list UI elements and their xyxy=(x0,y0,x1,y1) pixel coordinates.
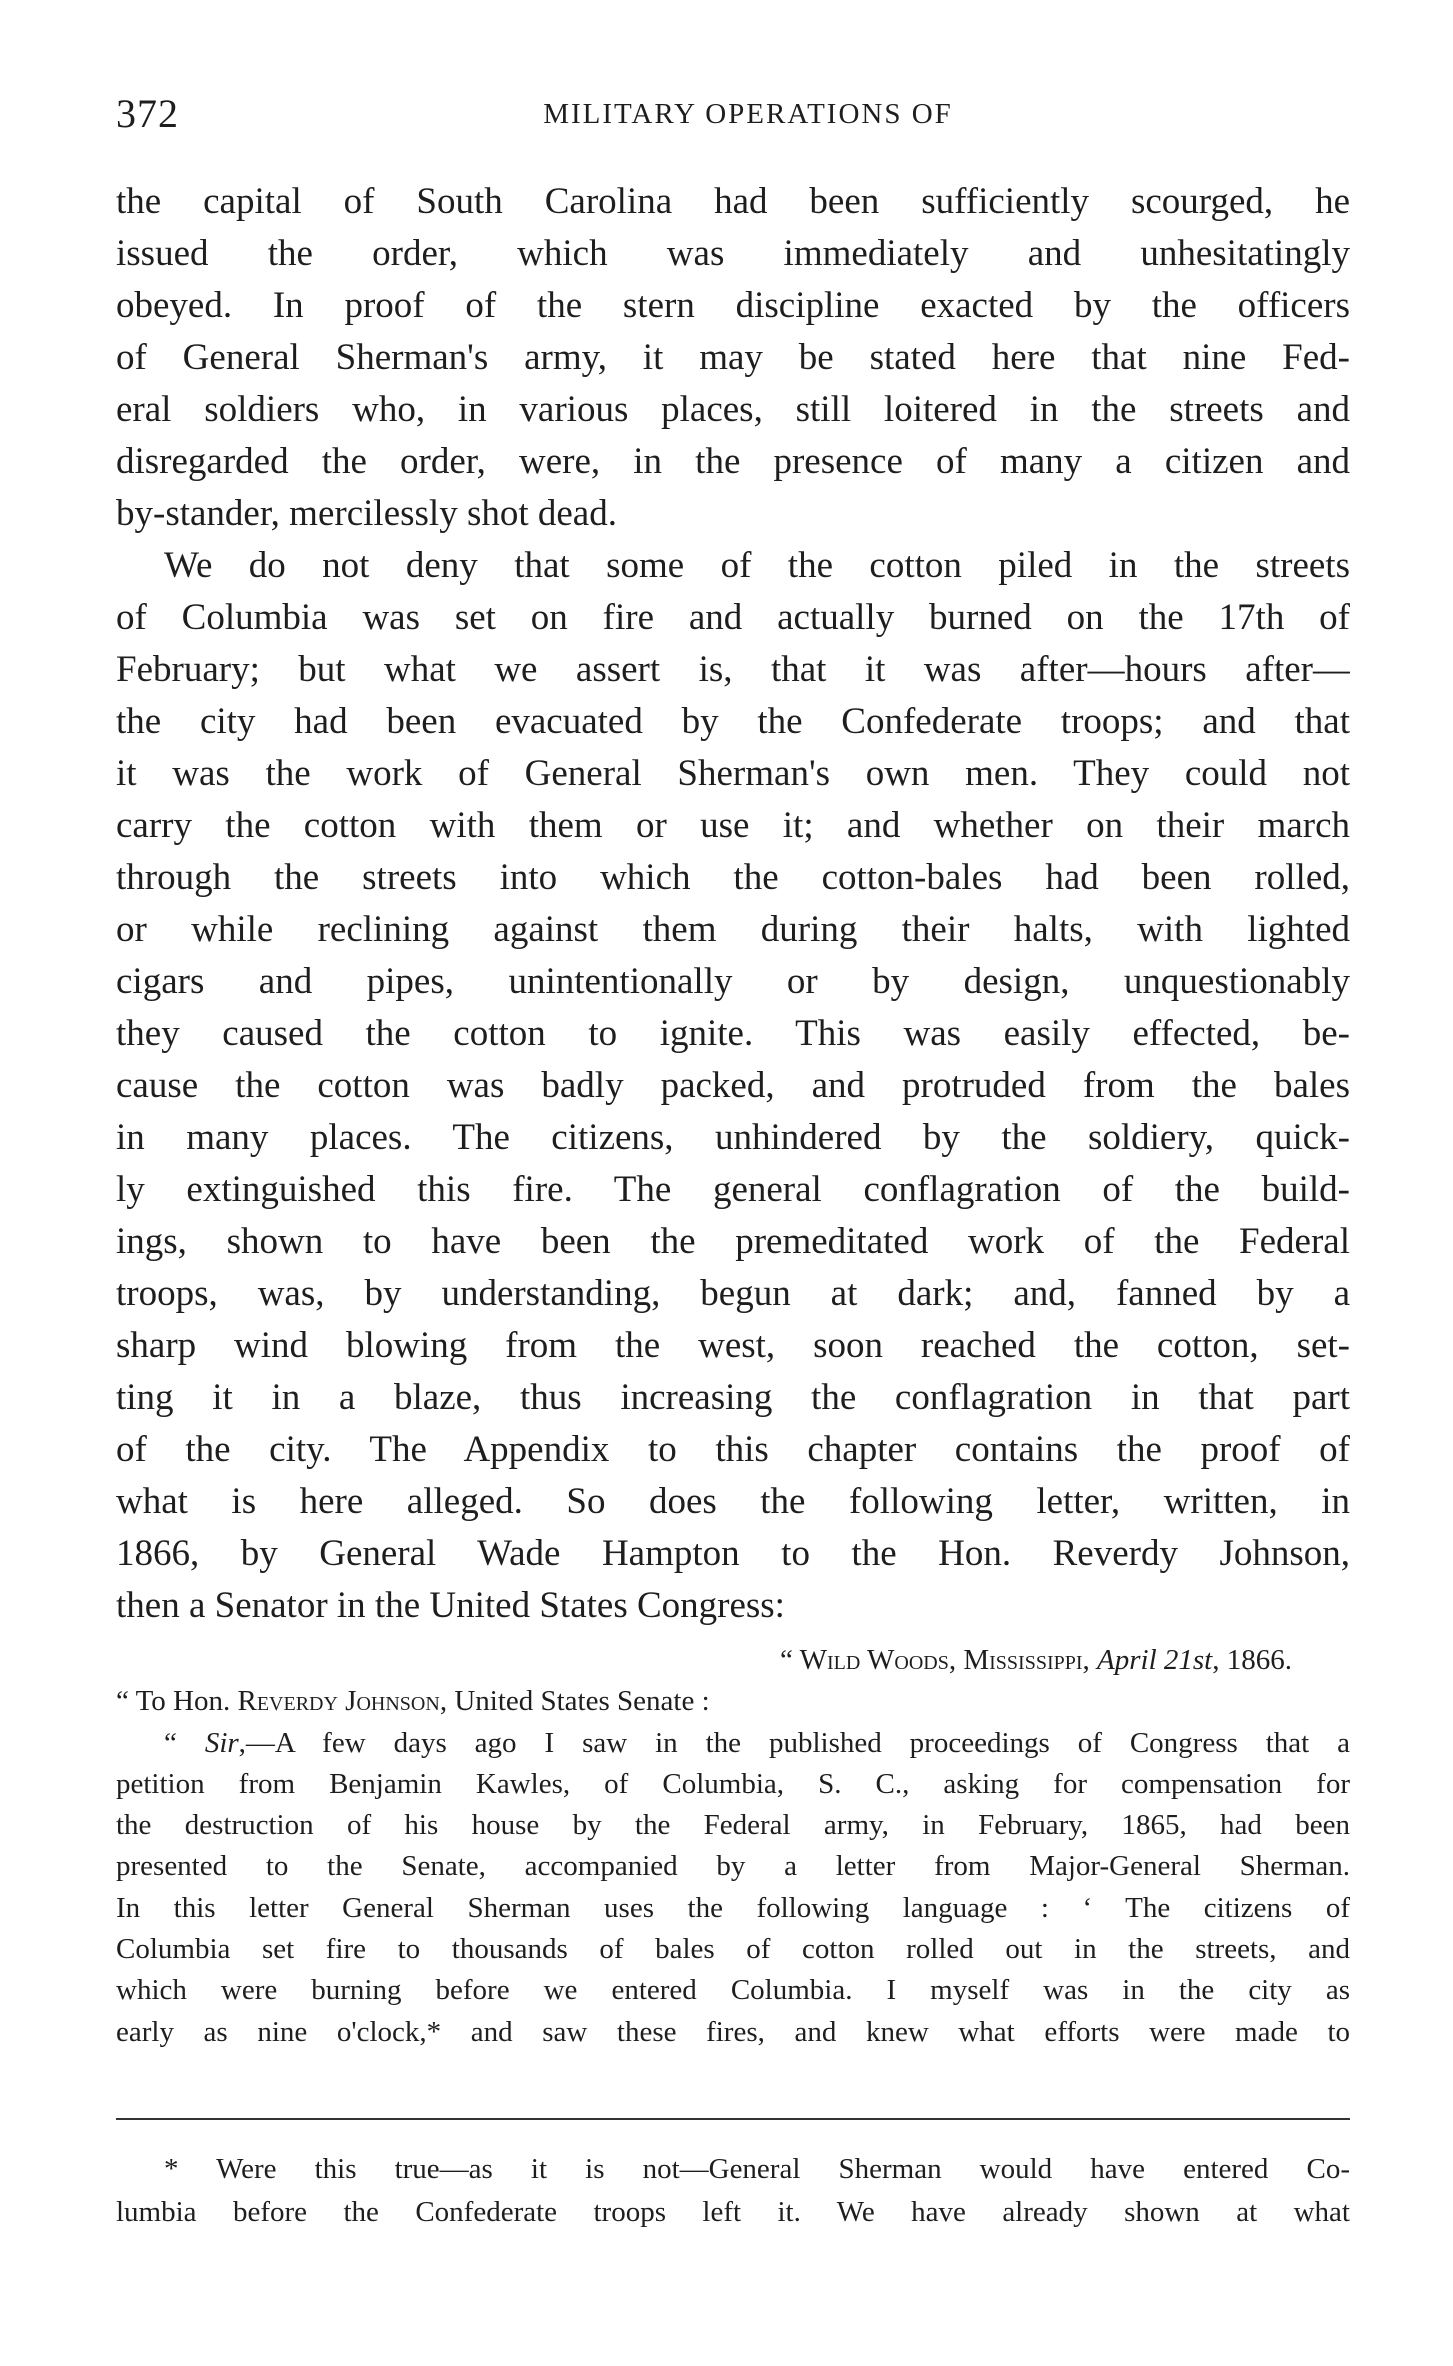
text-line: the city had been evacuated by the Confederate troops; and that xyxy=(116,701,1350,742)
text-line: We do not deny that some of the cotton piled in the streets xyxy=(164,545,1350,586)
footnote xyxy=(116,2148,1350,2234)
text-line: sharp wind blowing from the west, soon reached the cotton, set- xyxy=(116,1325,1350,1366)
text-line: carry the cotton with them or use it; and whether on their march xyxy=(116,805,1350,846)
letter-sir: Sir xyxy=(204,1726,239,1759)
text-line: troops, was, by understanding, begun at dark; and, fanned by a xyxy=(116,1273,1350,1314)
footnote-divider xyxy=(116,2118,1350,2120)
letter-line: petition from Benjamin Kawles, of Columbia, S. C., asking for compensation for xyxy=(116,1767,1350,1800)
letter-line: presented to the Senate, accompanied by a letter from Major-General Sherman. xyxy=(116,1850,1350,1883)
text-line: ings, shown to have been the premeditated work of the Federal xyxy=(116,1221,1350,1262)
text-line: cigars and pipes, unintentionally or by design, unquestionably xyxy=(116,961,1350,1002)
text-line: February; but what we assert is, that it was after—hours after— xyxy=(116,649,1350,690)
text-line: ly extinguished this fire. The general conflagration of the build- xyxy=(116,1169,1350,1210)
text-line: then a Senator in the United States Congress: xyxy=(116,1585,785,1626)
letter-salutation xyxy=(116,1681,1350,1722)
dateline-place: “ Wild Woods, Mississippi, xyxy=(780,1644,1098,1676)
letter-line: early as nine o'clock,* and saw these fires, and knew what efforts were made to xyxy=(116,2015,1350,2048)
letter-line: “ Sir,—A few days ago I saw in the published proceedings of Congress that a xyxy=(164,1726,1350,1759)
running-head xyxy=(116,88,1350,140)
text-line: by-stander, mercilessly shot dead. xyxy=(116,493,617,534)
body-text xyxy=(116,176,1350,1632)
text-line: issued the order, which was immediately and unhesitatingly xyxy=(116,233,1350,274)
dateline-year: , 1866. xyxy=(1212,1644,1292,1676)
text-line: eral soldiers who, in various places, still loitered in the streets and xyxy=(116,389,1350,430)
quoted-letter xyxy=(116,1640,1350,2053)
letter-line: which were burning before we entered Columbia. I myself was in the city as xyxy=(116,1974,1350,2007)
letter-dateline xyxy=(116,1640,1350,1681)
text-line: of the city. The Appendix to this chapter contains the proof of xyxy=(116,1429,1350,1470)
text-line: ting it in a blaze, thus increasing the conflagration in that part xyxy=(116,1377,1350,1418)
text-line: of General Sherman's army, it may be stated here that nine Fed- xyxy=(116,337,1350,378)
text-line: through the streets into which the cotton-bales had been rolled, xyxy=(116,857,1350,898)
text-line: or while reclining against them during their halts, with lighted xyxy=(116,909,1350,950)
footnote-line: lumbia before the Confederate troops left it. We have already shown at what xyxy=(116,2196,1350,2228)
letter-line: the destruction of his house by the Federal army, in February, 1865, had been xyxy=(116,1809,1350,1842)
text-line: in many places. The citizens, unhindered by the soldiery, quick- xyxy=(116,1117,1350,1158)
dateline-date: April 21st xyxy=(1097,1644,1213,1676)
text-line: obeyed. In proof of the stern discipline exacted by the officers xyxy=(116,285,1350,326)
book-page xyxy=(116,0,1350,2366)
salutation-prefix: “ To Hon. xyxy=(116,1685,238,1718)
text-line: cause the cotton was badly packed, and protruded from the bales xyxy=(116,1065,1350,1106)
salutation-name: Reverdy Johnson xyxy=(237,1685,440,1718)
text-line: disregarded the order, were, in the presence of many a citizen and xyxy=(116,441,1350,482)
text-line: of Columbia was set on fire and actually burned on the 17th of xyxy=(116,597,1350,638)
running-title: MILITARY OPERATIONS OF xyxy=(543,98,953,130)
text-line: what is here alleged. So does the following letter, written, in xyxy=(116,1481,1350,1522)
footnote-line: * Were this true—as it is not—General Sherman would have entered Co- xyxy=(164,2153,1350,2185)
text-line: they caused the cotton to ignite. This was easily effected, be- xyxy=(116,1013,1350,1054)
letter-first-line-rest: ,—A few days ago I saw in the published proceedings of Congress that a xyxy=(238,1726,1350,1759)
letter-line: In this letter General Sherman uses the following language : ‘ The citizens of xyxy=(116,1891,1350,1924)
text-line: 1866, by General Wade Hampton to the Hon. Reverdy Johnson, xyxy=(116,1533,1350,1574)
letter-line: Columbia set fire to thousands of bales of cotton rolled out in the streets, and xyxy=(116,1933,1350,1966)
text-line: the capital of South Carolina had been sufficiently scourged, he xyxy=(116,181,1350,222)
text-line: it was the work of General Sherman's own men. They could not xyxy=(116,753,1350,794)
page-number: 372 xyxy=(116,91,179,136)
salutation-suffix: , United States Senate : xyxy=(439,1685,710,1718)
